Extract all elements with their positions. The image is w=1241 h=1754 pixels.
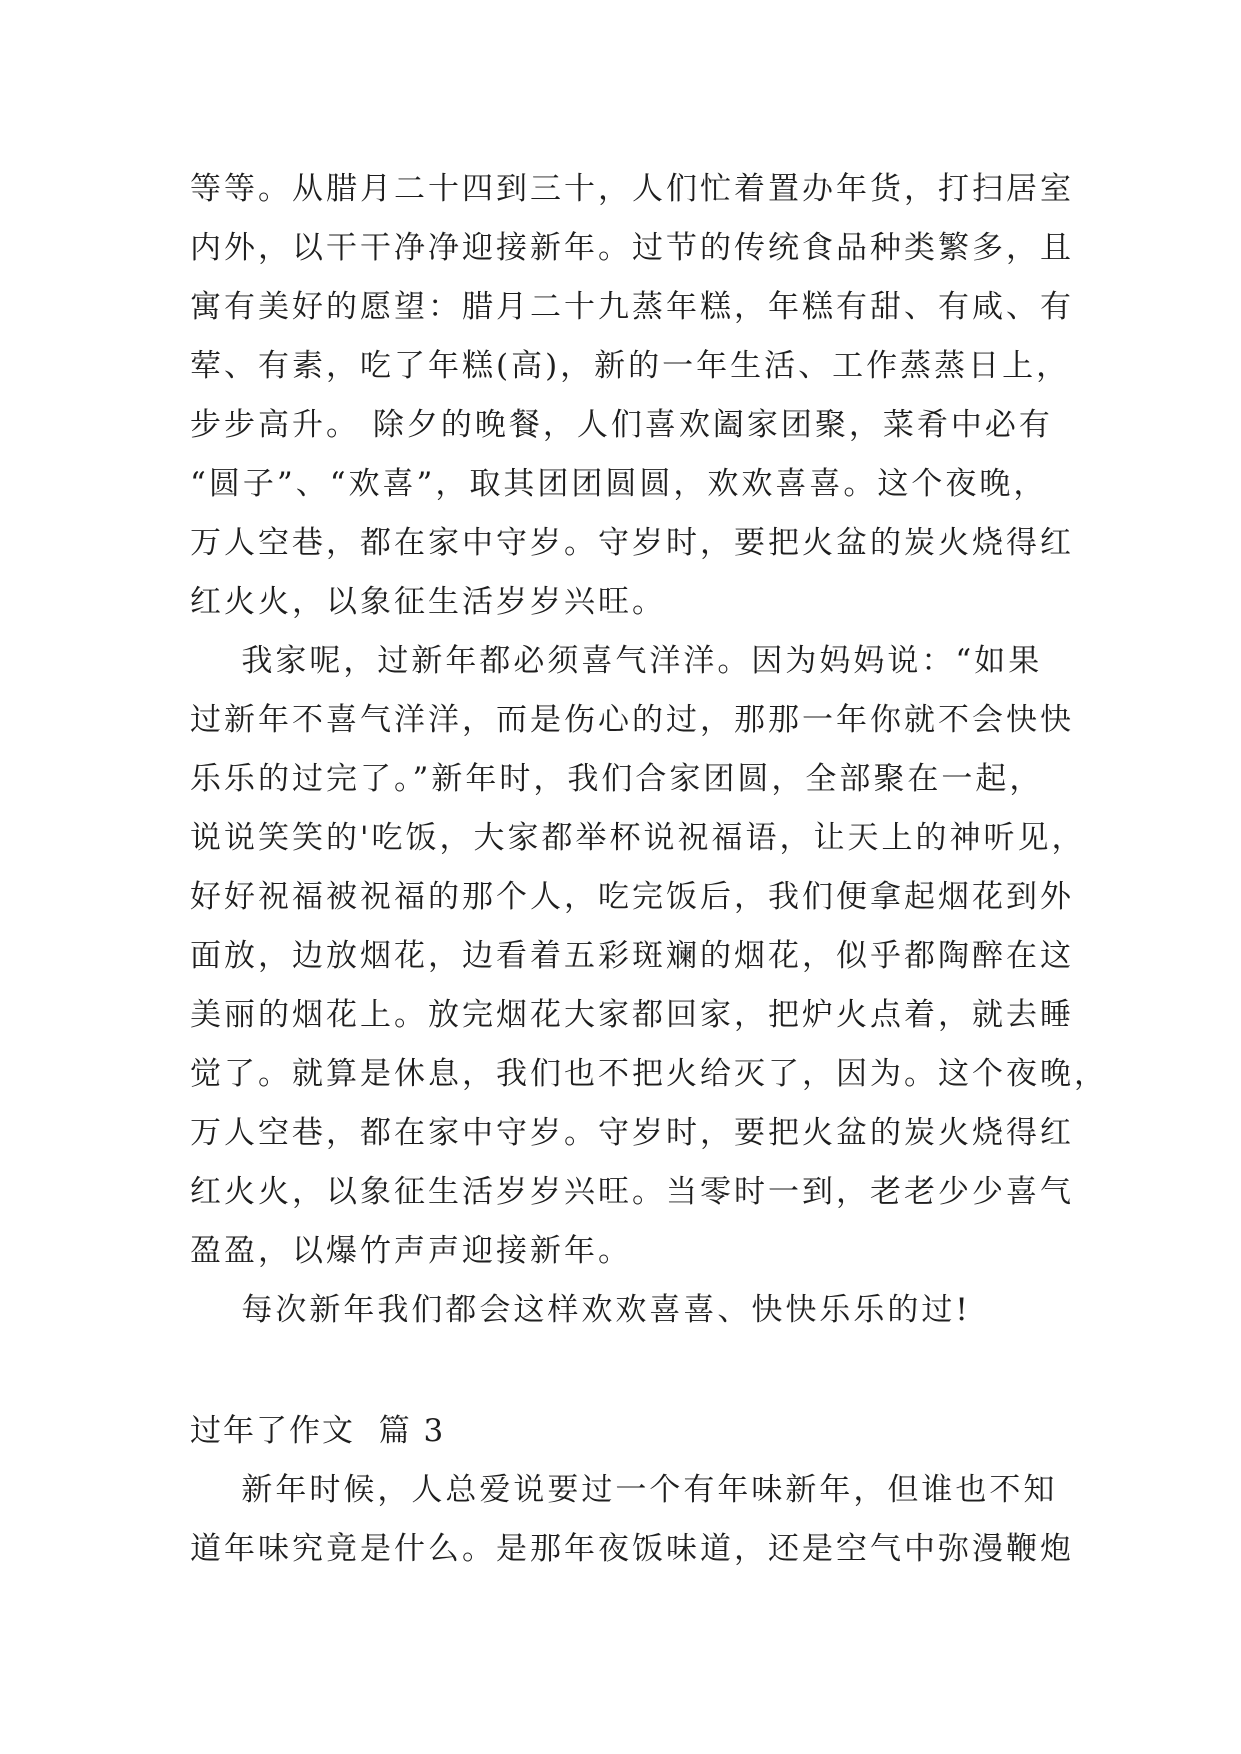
text-line: 盈盈，以爆竹声声迎接新年。 (190, 1233, 632, 1269)
section-paragraph (190, 1461, 1074, 1579)
text-line: 面放，边放烟花，边看着五彩斑斓的烟花，似乎都陶醉在这 (190, 938, 1074, 974)
document-page (190, 160, 1108, 1579)
text-line: 荤、有素，吃了年糕(高)，新的一年生活、工作蒸蒸日上， (190, 348, 1071, 384)
text-line: 万人空巷，都在家中守岁。守岁时，要把火盆的炭火烧得红 (190, 525, 1074, 561)
text-line: 好好祝福被祝福的那个人，吃完饭后，我们便拿起烟花到外 (190, 879, 1074, 915)
text-line: 红火火，以象征生活岁岁兴旺。 (190, 584, 666, 620)
text-line: 寓有美好的愿望：腊月二十九蒸年糕，年糕有甜、有咸、有 (190, 289, 1074, 325)
text-line: 过新年不喜气洋洋，而是伤心的过，那那一年你就不会快快 (190, 702, 1074, 738)
text-line: 说说笑笑的'吃饭，大家都举杯说祝福语，让天上的神听见， (190, 820, 1086, 856)
text-line: 步步高升。 除夕的晚餐，人们喜欢阖家团聚，菜肴中必有 (190, 407, 1053, 443)
paragraph-2 (190, 632, 1108, 1281)
text-line: 每次新年我们都会这样欢欢喜喜、快快乐乐的过! (190, 1292, 971, 1328)
text-line: 等等。从腊月二十四到三十，人们忙着置办年货，打扫居室 (190, 171, 1074, 207)
text-line: 万人空巷，都在家中守岁。守岁时，要把火盆的炭火烧得红 (190, 1115, 1074, 1151)
text-line: 觉了。就算是休息，我们也不把火给灭了，因为。这个夜晚， (190, 1056, 1108, 1092)
paragraph-3 (190, 1281, 1060, 1340)
text-line: 红火火，以象征生活岁岁兴旺。当零时一到，老老少少喜气 (190, 1174, 1074, 1210)
text-line: 内外，以干干净净迎接新年。过节的传统食品种类繁多，且 (190, 230, 1074, 266)
text-line: 道年味究竟是什么。是那年夜饭味道，还是空气中弥漫鞭炮 (190, 1531, 1074, 1567)
text-line: “圆子”、“欢喜”，取其团团圆圆，欢欢喜喜。这个夜晚， (190, 466, 1048, 502)
section-heading: 过年了作文 篇 3 (190, 1413, 446, 1449)
text-line: 乐乐的过完了。”新年时，我们合家团圆，全部聚在一起， (190, 761, 1044, 797)
paragraph-1 (190, 160, 1074, 632)
text-line: 美丽的烟花上。放完烟花大家都回家，把炉火点着，就去睡 (190, 997, 1074, 1033)
text-line: 新年时候，人总爱说要过一个有年味新年，但谁也不知 (190, 1472, 1058, 1508)
section-spacer (190, 1340, 1060, 1402)
text-line: 我家呢，过新年都必须喜气洋洋。因为妈妈说：“如果 (190, 643, 1043, 679)
